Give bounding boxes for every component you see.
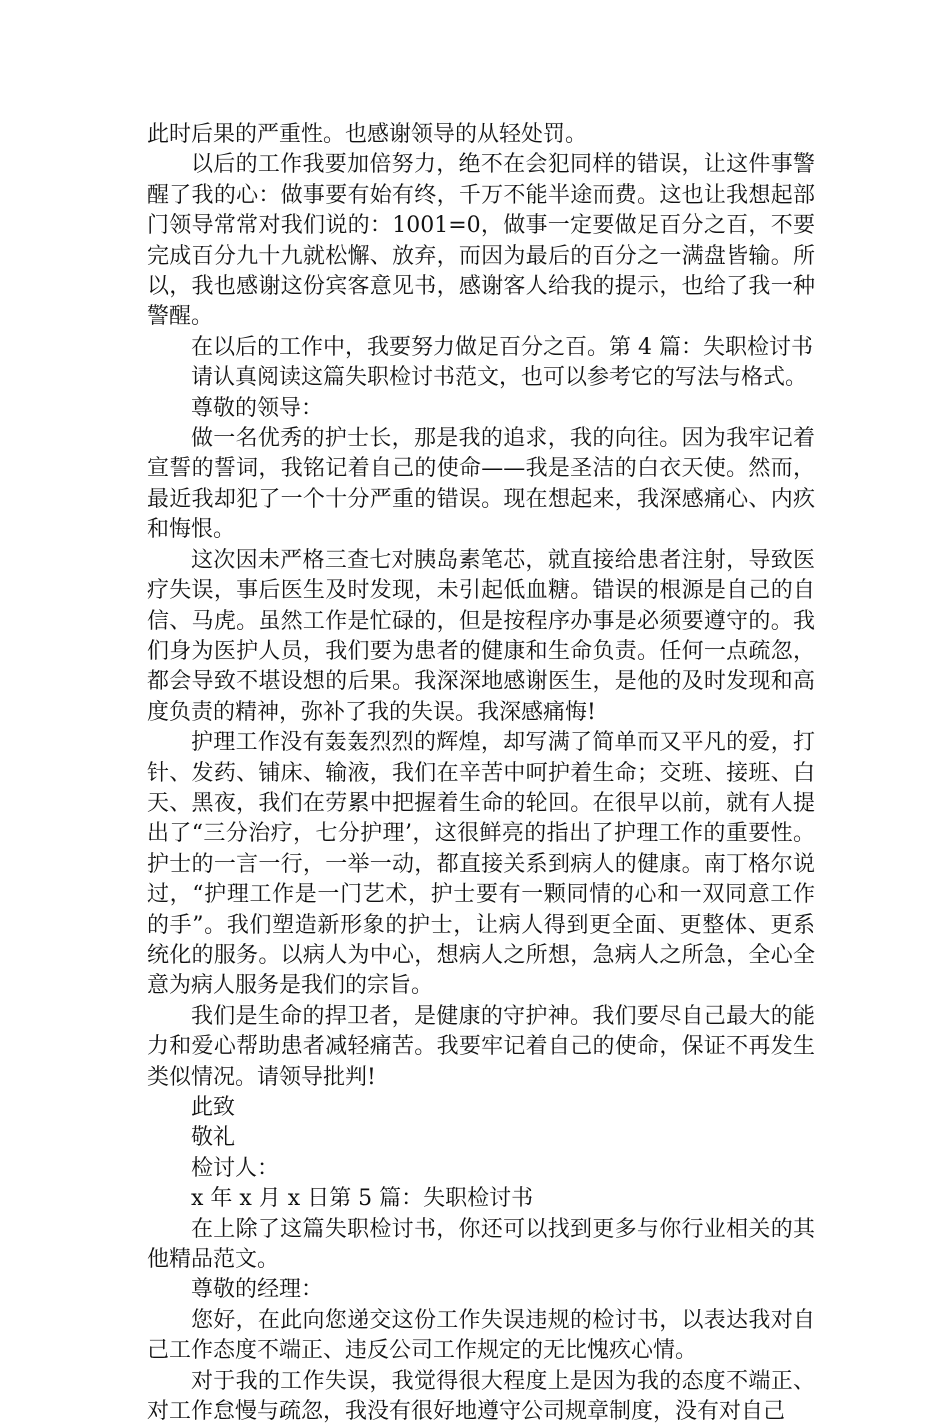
document-body — [147, 120, 815, 1427]
paragraph: 请认真阅读这篇失职检讨书范文，也可以参考它的写法与格式。 — [191, 365, 808, 391]
paragraph: 对于我的工作失误，我觉得很大程度上是因为我的态度不端正、对工作怠慢与疏忽，我没有很好地遵守公司规章制度，没有对自己 — [147, 1368, 815, 1425]
paragraph: 我们是生命的捍卫者，是健康的守护神。我们要尽自己最大的能力和爱心帮助患者减轻痛苦。我要牢记着自己的使命，保证不再发生类似情况。请领导批判! — [147, 1003, 815, 1090]
paragraph: 做一名优秀的护士长，那是我的追求，我的向往。因为我牢记着宣誓的誓词，我铭记着自己的使命——我是圣洁的白衣天使。然而，最近我却犯了一个十分严重的错误。现在想起来，我深感痛心、内疚和悔恨。 — [147, 426, 815, 543]
paragraph: 您好，在此向您递交这份工作失误违规的检讨书，以表达我对自己工作态度不端正、违反公司工作规定的无比愧疚心情。 — [147, 1307, 815, 1364]
salutation: 尊敬的经理： — [191, 1277, 324, 1303]
salutation: 尊敬的领导： — [191, 395, 324, 421]
paragraph: 这次因未严格三查七对胰岛素笔芯，就直接给患者注射，导致医疗失误，事后医生及时发现，未引起低血糖。错误的根源是自己的自信、马虎。虽然工作是忙碌的，但是按程序办事是必须要遵守的。我们身为医护人员，我们要为患者的健康和生命负责。任何一点疏忽，都会导致不堪设想的后果。我深深地感谢医生，是他的及时发现和高度负责的精神，弥补了我的失误。我深感痛悔! — [147, 547, 815, 725]
closing-line: 敬礼 — [191, 1125, 236, 1151]
paragraph: 护理工作没有轰轰烈烈的辉煌，却写满了简单而又平凡的爱，打针、发药、铺床、输液，我们在辛苦中呵护着生命；交班、接班、白天、黑夜，我们在劳累中把握着生命的轮回。在很早以前，就有人提出了“三分治疗，七分护理’，这很鲜亮的指出了护理工作的重要性。护士的一言一行，一举一动，都直接关系到病人的健康。南丁格尔说过，“护理工作是一门艺术，护士要有一颗同情的心和一双同意工作的手”。我们塑造新形象的护士，让病人得到更全面、更整体、更系统化的服务。以病人为中心，想病人之所想，急病人之所急，全心全意为病人服务是我们的宗旨。 — [147, 730, 815, 999]
paragraph: 此时后果的严重性。也感谢领导的从轻处罚。 — [147, 122, 588, 147]
closing-line: 此致 — [191, 1095, 236, 1120]
paragraph: 在上除了这篇失职检讨书，你还可以找到更多与你行业相关的其他精品范文。 — [147, 1216, 815, 1273]
date-and-section-heading: x 年 x 月 x 日第 5 篇：失职检讨书 — [191, 1186, 534, 1212]
signature-label: 检讨人： — [191, 1155, 280, 1181]
paragraph: 以后的工作我要加倍努力，绝不在会犯同样的错误，让这件事警醒了我的心：做事要有始有终，千万不能半途而费。这也让我想起部门领导常常对我们说的：1001=0，做事一定要做足百分之百，不要完成百分九十九就松懈、放弃，而因为最后的百分之一满盘皆输。所以，我也感谢这份宾客意见书，感谢客人给我的提示，也给了我一种警醒。 — [147, 152, 815, 330]
paragraph-section-heading: 在以后的工作中，我要努力做足百分之百。第 4 篇：失职检讨书 — [191, 334, 813, 360]
